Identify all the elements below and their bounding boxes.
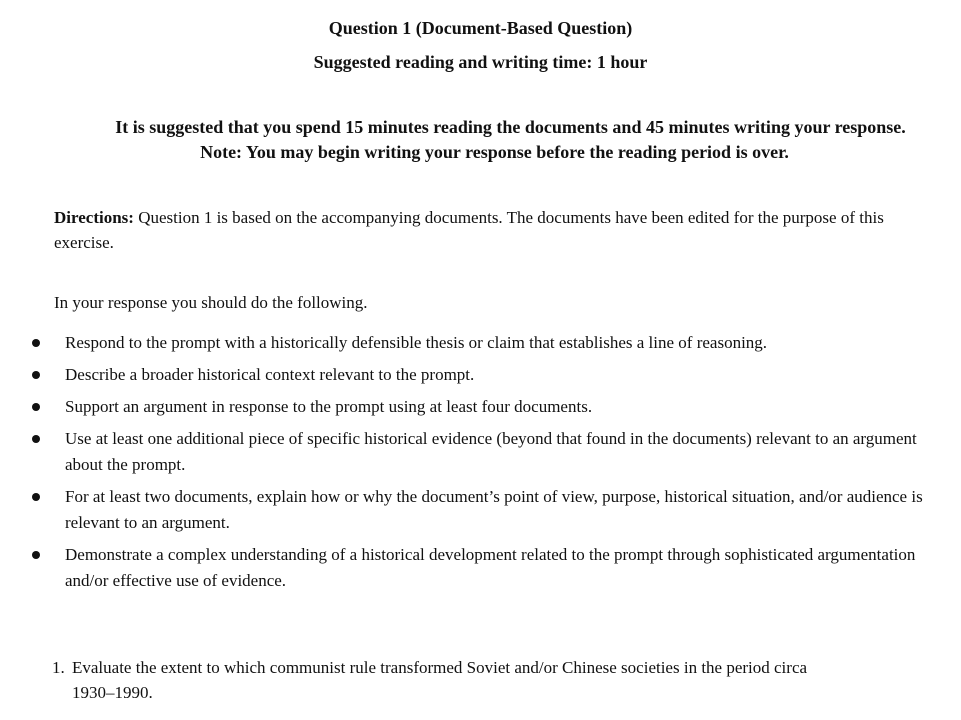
bullet-icon xyxy=(32,339,40,347)
list-item-text: Respond to the prompt with a historically defensible thesis or claim that establishes a line of reasoning. xyxy=(65,333,768,352)
directions-paragraph xyxy=(54,205,914,255)
bullet-icon xyxy=(32,403,40,411)
list-item-text: For at least two documents, explain how or why the document’s point of view, purpose, historical situation, and/or audience is relevant to an argument. xyxy=(65,487,923,532)
list-item xyxy=(0,542,961,594)
bullet-icon xyxy=(32,493,40,501)
list-item xyxy=(0,426,961,478)
directions-label: Directions: xyxy=(54,208,134,227)
list-item xyxy=(0,362,961,388)
list-item xyxy=(0,394,961,420)
question-number: 1. xyxy=(52,658,65,677)
intro-text: In your response you should do the following. xyxy=(54,293,368,312)
suggested-time: Suggested reading and writing time: 1 hour xyxy=(313,52,648,72)
question-title: Question 1 (Document-Based Question) xyxy=(328,18,633,38)
suggestion-note: Note: You may begin writing your response before the reading period is over. xyxy=(200,142,789,162)
list-item-text: Describe a broader historical context relevant to the prompt. xyxy=(65,365,475,384)
directions-text: Question 1 is based on the accompanying documents. The documents have been edited for the purpose of this exercise. xyxy=(54,208,884,252)
list-item xyxy=(0,484,961,536)
requirements-list xyxy=(0,330,961,600)
list-item-text: Support an argument in response to the prompt using at least four documents. xyxy=(65,397,593,416)
question-text-line-2: 1930–1990. xyxy=(72,683,153,702)
bullet-icon xyxy=(32,435,40,443)
bullet-icon xyxy=(32,551,40,559)
list-item-text: Use at least one additional piece of specific historical evidence (beyond that found in the documents) relevant to an argument about the prompt. xyxy=(65,429,917,474)
suggestion-line-1: It is suggested that you spend 15 minutes reading the documents and 45 minutes writing your response. xyxy=(115,117,906,137)
bullet-icon xyxy=(32,371,40,379)
list-item-text: Demonstrate a complex understanding of a historical development related to the prompt through sophisticated argumentation and/or effective use of evidence. xyxy=(65,545,916,590)
question-prompt xyxy=(52,655,932,705)
list-item xyxy=(0,330,961,356)
question-text-line-1: Evaluate the extent to which communist rule transformed Soviet and/or Chinese societies in the period circa xyxy=(72,658,808,677)
